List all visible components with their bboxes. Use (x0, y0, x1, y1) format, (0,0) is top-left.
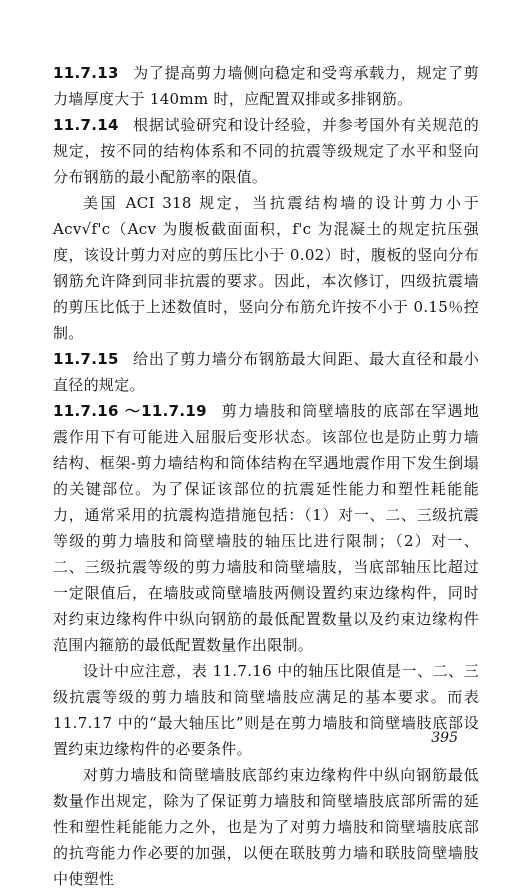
clause-number: 11.7.16 ～11.7.19 (53, 402, 207, 420)
clause-number: 11.7.13 (53, 64, 119, 82)
clause-text: 剪力墙肢和筒壁墙肢的底部在罕遇地震作用下有可能进入屈服后变形状态。该部位也是防止剪力墙结构、框架-剪力墙结构和筒体结构在罕遇地震作用下发生倒塌的关键部位。为了保证该部位的抗震延性能力和塑性耗能能力，通常采用的抗震构造措施包括：（1）对一、二、三级抗震等级的剪力墙肢和筒壁墙肢的轴压比进行限制；（2）对一、二、三级抗震等级的剪力墙肢和筒壁墙肢，当底部轴压比超过一定限值后，在墙肢或筒壁墙肢两侧设置约束边缘构件，同时对约束边缘构件中纵向钢筋的最低配置数量以及约束边缘构件范围内箍筋的最低配置数量作出限制。 (53, 402, 479, 654)
clause-text: 根据试验研究和设计经验，并参考国外有关规范的规定，按不同的结构体系和不同的抗震等级规定了水平和竖向分布钢筋的最小配筋率的限值。 (53, 116, 479, 186)
clause-text: 为了提高剪力墙侧向稳定和受弯承载力，规定了剪力墙厚度大于 140mm 时，应配置双排或多排钢筋。 (53, 64, 479, 108)
paragraph-note: 设计中应注意，表 11.7.16 中的轴压比限值是一、二、三级抗震等级的剪力墙肢和筒壁墙肢应满足的基本要求。而表 11.7.17 中的“最大轴压比”则是在剪力墙肢和筒壁墙肢底部设置约束边缘构件的必要条件。 (53, 662, 479, 758)
clause-number: 11.7.14 (53, 116, 119, 134)
clause-11-7-13 (53, 60, 479, 112)
clause-11-7-14 (53, 112, 479, 190)
clause-number: 11.7.15 (53, 350, 119, 368)
body-text (53, 60, 479, 892)
paragraph-boundary: 对剪力墙肢和筒壁墙肢底部约束边缘构件中纵向钢筋最低数量作出规定，除为了保证剪力墙肢和筒壁墙肢底部所需的延性和塑性耗能能力之外，也是为了对剪力墙肢和筒壁墙肢底部的抗弯能力作必要的加强，以便在联肢剪力墙和联肢筒壁墙肢中使塑性 (53, 766, 479, 888)
clause-11-7-15 (53, 346, 479, 398)
page-number: 395 (431, 730, 458, 746)
clause-text: 给出了剪力墙分布钢筋最大间距、最大直径和最小直径的规定。 (53, 350, 479, 394)
clause-11-7-16-19 (53, 398, 479, 658)
paragraph-aci: 美国 ACI 318 规定，当抗震结构墙的设计剪力小于 Acv√f'c（Acv 为腹板截面面积，f'c 为混凝土的规定抗压强度，该设计剪力对应的剪压比小于 0.02）时，腹板的竖向分布钢筋允许降到同非抗震的要求。因此，本次修订，四级抗震墙的剪压比低于上述数值时，竖向分布筋允许按不小于 0.15％控制。 (53, 194, 479, 342)
